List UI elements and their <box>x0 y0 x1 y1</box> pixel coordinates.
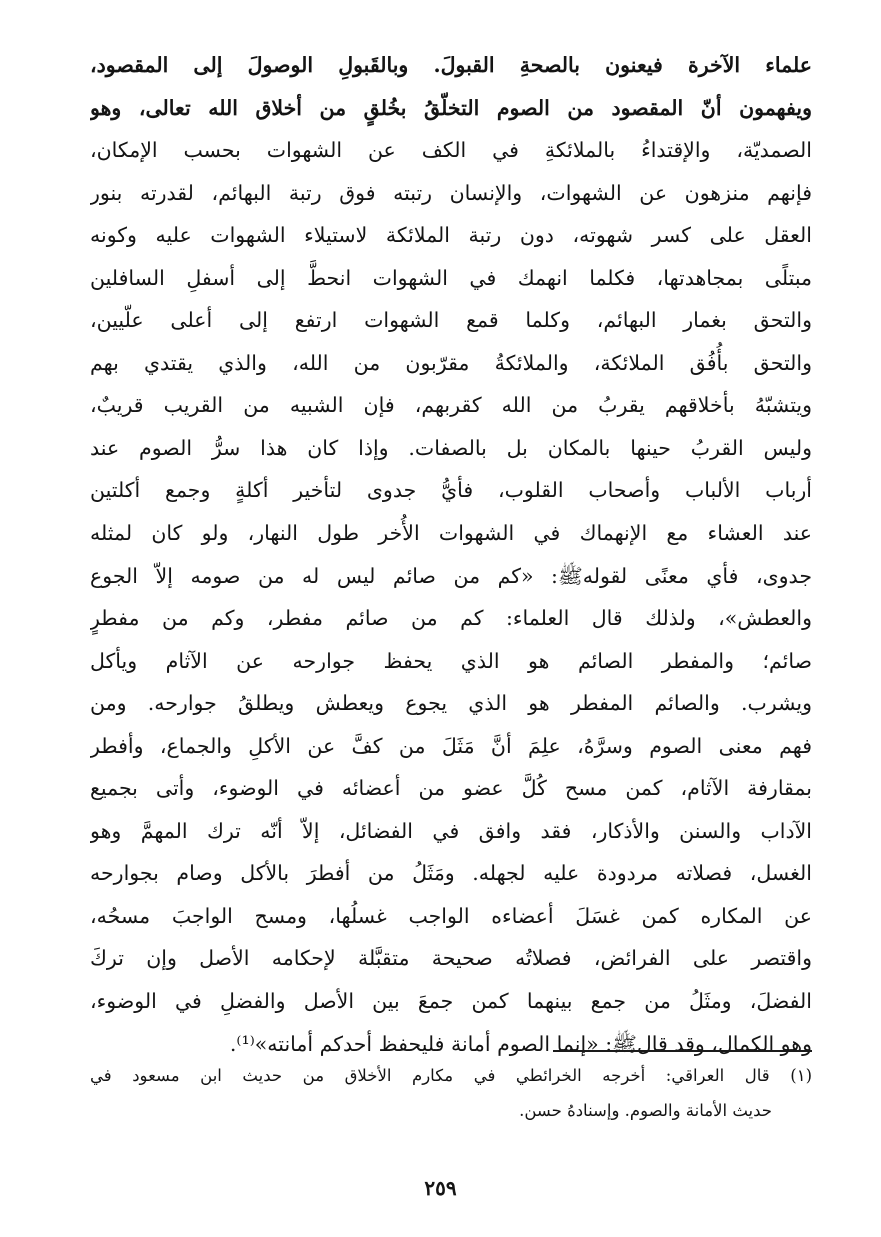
main-text <box>90 44 812 1065</box>
footnote-separator <box>553 1050 812 1052</box>
text-line: الفضلَ، ومثَلُ من جمع بينهما كمن جمعَ بين الأصل والفضلِ في الوضوء، <box>90 989 812 1014</box>
text-line: صائم؛ والمفطر الصائم هو الذي يحفظ جوارحه عن الآثام ويأكل <box>90 648 812 673</box>
footnotes <box>90 1058 812 1128</box>
footnote-line: (١) قال العراقي: أخرجه الخرائطي في مكارم الأخلاق من حديث ابن مسعود في <box>90 1066 812 1085</box>
text-line: عن المكاره كمن غسَلَ أعضاءه الواجب غسلُها، ومسح الواجبَ مسحُه، <box>90 903 812 928</box>
text-line: ويشرب. والصائم المفطر هو الذي يجوع ويعطش ويطلقُ جوارحه. ومن <box>90 691 812 716</box>
text-line: الآداب والسنن والأذكار، فقد وافق في الفضائل، إلاّ أنّه ترك المهمَّ وهو <box>90 818 812 843</box>
text-line: واقتصر على الفرائض، فصلاتُه صحيحة متقبَّلة لإحكامه الأصل وإن تركَ <box>90 946 812 971</box>
text-line: الصمديّة، والإقتداءُ بالملائكةِ في الكف عن الشهوات بحسب الإمكان، <box>90 138 812 163</box>
text-line: ويتشبّهُ بأخلاقهم يقربُ من الله كقربهم، فإن الشبيه من القريب قريبٌ، <box>90 393 812 418</box>
text-line: والتحق بأُفُق الملائكة، والملائكةُ مقرّبون من الله، والذي يقتدي بهم <box>90 350 812 375</box>
text-line: عند العشاء مع الإنهماك في الشهوات الأُخر طول النهار، ولو كان لمثله <box>90 521 812 546</box>
text-line: وهو الكمال، وقد قالﷺ: «إنما الصوم أمانة فليحفظ أحدكم أمانته»⁽¹⁾. <box>229 1031 812 1056</box>
text-line: جدوى، فأي معنًى لقولهﷺ: «كم من صائم ليس له من صومه إلاّ الجوع <box>90 563 812 588</box>
footnote-line: حديث الأمانة والصوم. وإسنادهُ حسن. <box>519 1101 772 1120</box>
text-line: بمقارفة الآثام، كمن مسح كُلَّ عضو من أعضائه في الوضوء، وأتى بجميع <box>90 776 812 801</box>
text-line: والعطش»، ولذلك قال العلماء: كم من صائم مفطر، وكم من مفطرٍ <box>90 606 812 631</box>
text-line: أرباب الألباب وأصحاب القلوب، فأيُّ جدوى لتأخير أكلةٍ وجمع أكلتين <box>90 478 812 503</box>
text-line: فإنهم منزهون عن الشهوات، والإنسان رتبته فوق رتبة البهائم، لقدرته بنور <box>90 180 812 205</box>
text-line: مبتلًى بمجاهدتها، فكلما انهمك في الشهوات انحطَّ إلى أسفلِ السافلين <box>90 265 812 290</box>
text-line: العقل على كسر شهوته، دون رتبة الملائكة لاستيلاء الشهوات عليه وكونه <box>90 223 812 248</box>
text-line: والتحق بغمار البهائم، وكلما قمع الشهوات ارتفع إلى أعلى علّيين، <box>90 308 812 333</box>
text-line: فهم معنى الصوم وسرَّهُ، علِمَ أنَّ مَثَلَ من كفَّ عن الأكلِ والجماع، وأفطر <box>90 733 812 758</box>
text-line: علماء الآخرة فيعنون بالصحةِ القبولَ. وبالقَبولِ الوصولَ إلى المقصود، <box>90 53 812 77</box>
page-number: ٢٥٩ <box>424 1176 457 1200</box>
text-line: الغسل، فصلاته مردودة عليه لجهله. ومَثَلُ من أفطرَ بالأكل وصام بجوارحه <box>90 861 812 886</box>
text-line: ويفهمون أنّ المقصود من الصوم التخلّقُ بخُلقٍ من أخلاق الله تعالى، وهو <box>90 95 812 120</box>
text-line: وليس القربُ حينها بالمكان بل بالصفات. وإذا كان هذا سرُّ الصوم عند <box>90 435 812 460</box>
